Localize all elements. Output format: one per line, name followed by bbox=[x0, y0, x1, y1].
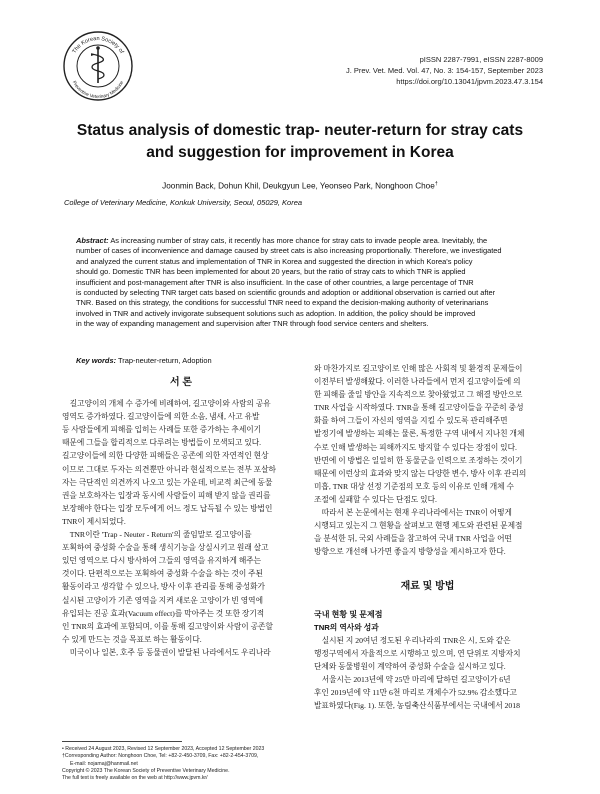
text-line: 실시된 지 20여년 정도된 우리나라의 TNR은 시, 도와 같은 bbox=[321, 635, 511, 645]
journal-meta bbox=[346, 54, 543, 87]
methods-paragraph-2 bbox=[314, 673, 541, 712]
footnote-rule bbox=[62, 741, 182, 742]
email[interactable]: E-mail: nojamaj@hanmail.net bbox=[70, 760, 138, 767]
text-line: 후인 2019년에 약 11만 6천 마리로 개체수가 52.9% 감소했다고 bbox=[314, 688, 517, 698]
corresponding-author: †Corresponding Author: Nonghoon Choe, Tel: +82-2-450-3709, Fax: +82-2-454-3709, bbox=[62, 753, 259, 760]
author-list bbox=[60, 181, 540, 191]
text-line: 방향으로 개선해 나가면 좋을지 방향성을 제시하고자 한다. bbox=[314, 547, 506, 557]
abstract-line: should go. Domestic TNR has been implemented for about 20 years, but the ratio of stray cats to which TNR is applied bbox=[76, 267, 466, 277]
text-line: 등 사람들에게 피해를 입히는 사례들 또한 증가하는 추세이기 bbox=[62, 425, 262, 435]
text-line: 포획하여 중성화 수술을 통해 생식기능을 상실시키고 원래 살고 bbox=[62, 543, 269, 553]
text-line: 시행되고 있는지 그 현황을 살펴보고 현행 제도와 관련된 문제점 bbox=[314, 521, 523, 531]
abstract-line: As increasing number of stray cats, it recently has more chance for stray cats to invade people area. Inevitably, the bbox=[110, 236, 488, 245]
text-line: 인 TNR의 효과에 포함되며, 이를 통해 길고양이와 사람이 공존할 bbox=[62, 621, 273, 631]
text-line: 화를 하여 그들이 자신의 영역을 지킬 수 있도록 관리해주면 bbox=[314, 416, 508, 426]
text-line: 수 있게 만드는 것을 목표로 하는 활동이다. bbox=[62, 634, 202, 644]
text-line: 활동이라고 생각할 수 있으나, 방사 이후 관리를 통해 중성화가 bbox=[62, 582, 265, 592]
text-line: 서울시는 2013년에 약 25만 마리에 달하던 길고양이가 6년 bbox=[321, 674, 511, 684]
title-line-2: and suggestion for improvement in Korea bbox=[146, 144, 454, 161]
abstract-line: is conducted by selecting TNR target cats based on scientific grounds and adoption or additional observation is carried out after bbox=[76, 288, 496, 298]
copyright: Copyright © 2023 The Korean Society of Preventive Veterinary Medicine. bbox=[62, 767, 230, 774]
seal-text-bottom: Preventive Veterinary Medicine bbox=[71, 79, 125, 100]
keywords bbox=[76, 356, 212, 365]
doi-link[interactable]: https://doi.org/10.13041/jpvm.2023.47.3.154 bbox=[396, 77, 543, 86]
text-line: 반면에 이 방법은 일일히 한 동물군을 인력으로 조정하는 것이기 bbox=[314, 455, 523, 465]
text-line: 때문에 그들을 합리적으로 다루려는 방법들이 모색되고 있다. bbox=[62, 438, 262, 448]
intro-paragraph-1 bbox=[62, 397, 300, 528]
text-line: 단체와 동물병원이 계약하여 중성화 수술을 실시하고 있다. bbox=[314, 661, 506, 671]
abstract-line: TNR. Based on this strategy, the conditions for successful TNR need to expand the decision-making authority of veterinarians bbox=[76, 298, 489, 308]
seal-text-top: The Korean Society of bbox=[71, 35, 125, 55]
text-line: TNR이 제시되었다. bbox=[62, 516, 126, 526]
abstract-line: insufficient and post-management after TNR is also insufficient. In the case of other countries, a large percentage of TNR bbox=[76, 277, 474, 287]
text-line: 미흡, TNR 대상 선정 기준점의 모호 등의 이유로 인해 개체 수 bbox=[314, 481, 514, 491]
text-line: 실시된 고양이가 기존 영역을 지켜 새로운 고양이가 빈 영역에 bbox=[62, 595, 264, 605]
received-dates: • Received 24 August 2023, Revised 12 September 2023, Accepted 12 September 2023 bbox=[62, 746, 265, 752]
title-line-1: Status analysis of domestic trap- neuter-return for stray cats bbox=[76, 122, 524, 139]
text-line: 때문에 이런상의 효과와 맞지 않는 다양한 변수, 방사 이후 관리의 bbox=[314, 468, 527, 478]
text-line: 따라서 본 논문에서는 현재 우리나라에서는 TNR이 어떻게 bbox=[321, 508, 512, 518]
footnotes bbox=[62, 746, 302, 782]
text-line: 자는 극단적인 의견까지 나오고 있는 가운데, 비교적 최근에 동물 bbox=[62, 477, 273, 487]
text-line: 길고양이들에 의한 다양한 피해들은 공존에 의한 자연적인 현상 bbox=[62, 451, 269, 461]
text-line: 영역도 증가하였다. 길고양이들에 의한 소음, 냄새, 사고 유발 bbox=[62, 412, 260, 422]
abstract-line: number of cases of inconvenience and damage caused by street cats is also increasing proportionally. Therefore, we investigated bbox=[76, 246, 502, 256]
text-line: 을 분석한 뒤, 국외 사례들을 참고하여 국내 TNR 사업을 어떤 bbox=[314, 534, 512, 544]
issn: pISSN 2287-7991, eISSN 2287-8009 bbox=[419, 55, 543, 64]
authors: Joonmin Back, Dohun Khil, Deukgyun Lee, Yeonseo Park, Nonghoon Choe bbox=[162, 181, 435, 191]
text-line: 있던 영역으로 다시 방사하여 그들의 영역을 유지하게 해주는 bbox=[62, 556, 262, 566]
methods-paragraph-1 bbox=[314, 634, 541, 673]
text-line: 유입되는 진공 효과(Vacuum effect)를 막아주는 것 또한 장기적 bbox=[62, 608, 265, 618]
journal-society-seal-icon bbox=[62, 30, 134, 102]
article-title bbox=[60, 120, 540, 164]
text-line: 발정기에 발생하는 피해는 물론, 특정한 구역 내에서 지나친 개체 bbox=[314, 429, 525, 439]
keywords-value: Trap-neuter-return, Adoption bbox=[118, 356, 212, 365]
text-line: 행정구역에서 자율적으로 시행하고 있으며, 연 단위로 지방자치 bbox=[314, 648, 521, 658]
text-line: 미국이나 일본, 호주 등 동물권이 발달된 나라에서도 우리나라 bbox=[69, 647, 271, 657]
text-line: TNR이란 'Trap - Neuter - Return'의 줄임말로 길고양이를 bbox=[69, 530, 252, 540]
text-line: 한 피해를 줄일 방안을 지속적으로 찾아왔었고 그 해결 방안으로 bbox=[314, 390, 523, 400]
left-column bbox=[62, 376, 300, 659]
text-line: 이전부터 발생해왔다. 이러한 나라들에서 먼저 길고양이들에 의 bbox=[314, 377, 521, 387]
intro-heading: 서 론 bbox=[169, 377, 193, 388]
abstract-label: Abstract: bbox=[76, 236, 109, 245]
corresponding-mark: † bbox=[434, 181, 438, 187]
fulltext-link[interactable]: The full text is freely available on the web at http://www.jpvm.kr/ bbox=[62, 775, 208, 782]
intro-paragraph-3-cont bbox=[314, 362, 541, 506]
methods-subheading: 국내 현황 및 문제점 bbox=[314, 609, 383, 619]
abstract bbox=[76, 236, 534, 330]
text-line: 권을 보호하자는 입장과 동시에 사람들이 피해 받지 않을 권리를 bbox=[62, 490, 271, 500]
text-line: 것이다. 단편적으로는 포획하여 중성화 수술을 하는 것이 주된 bbox=[62, 569, 264, 579]
citation: J. Prev. Vet. Med. Vol. 47, No. 3: 154-157, September 2023 bbox=[345, 66, 543, 75]
text-line: 수로 인해 발생하는 피해까지도 방지할 수 있다는 장점이 있다. bbox=[314, 442, 517, 452]
abstract-line: and analyzed the current status and implementation of TNR in Korea and suggested the direction in which Korea's policy bbox=[76, 256, 473, 266]
intro-paragraph-4 bbox=[314, 506, 541, 558]
methods-heading: 재료 및 방법 bbox=[400, 581, 455, 593]
intro-paragraph-2 bbox=[62, 528, 300, 646]
right-column bbox=[314, 362, 541, 712]
text-line: 조절에 실패할 수 있다는 단점도 있다. bbox=[314, 494, 437, 504]
text-line: 발표하였다(Fig. 1). 또한, 농림축산식품부에서는 국내에서 2018 bbox=[314, 701, 520, 711]
text-line: 보장해야 한다는 입장 모두에게 어느 정도 납득될 수 있는 방법인 bbox=[62, 503, 273, 513]
abstract-line: in the way of expanding management and supervision after TNR through food service centers and shelters. bbox=[76, 319, 429, 329]
affiliation: College of Veterinary Medicine, Konkuk University, Seoul, 05029, Korea bbox=[64, 198, 303, 207]
text-line: TNR 사업을 시작하였다. TNR을 통해 길고양이들을 꾸준히 중성 bbox=[314, 403, 524, 413]
text-line: 와 마찬가지로 길고양이로 인해 많은 사회적 및 환경적 문제들이 bbox=[314, 364, 523, 373]
methods-subheading-2: TNR의 역사와 성과 bbox=[314, 622, 379, 632]
text-line: 이므로 그대로 두자는 의견뿐만 아니라 현실적으로는 전부 포살하 bbox=[62, 464, 276, 474]
abstract-line: involved in TNR and actively invigorate subsequent solutions such as adoption. In addition, the policy should be improved bbox=[76, 308, 476, 318]
intro-paragraph-3 bbox=[62, 646, 300, 659]
text-line: 길고양이의 개체 수 증가에 비례하여, 길고양이와 사람의 공유 bbox=[69, 399, 271, 409]
keywords-label: Key words: bbox=[76, 356, 117, 365]
